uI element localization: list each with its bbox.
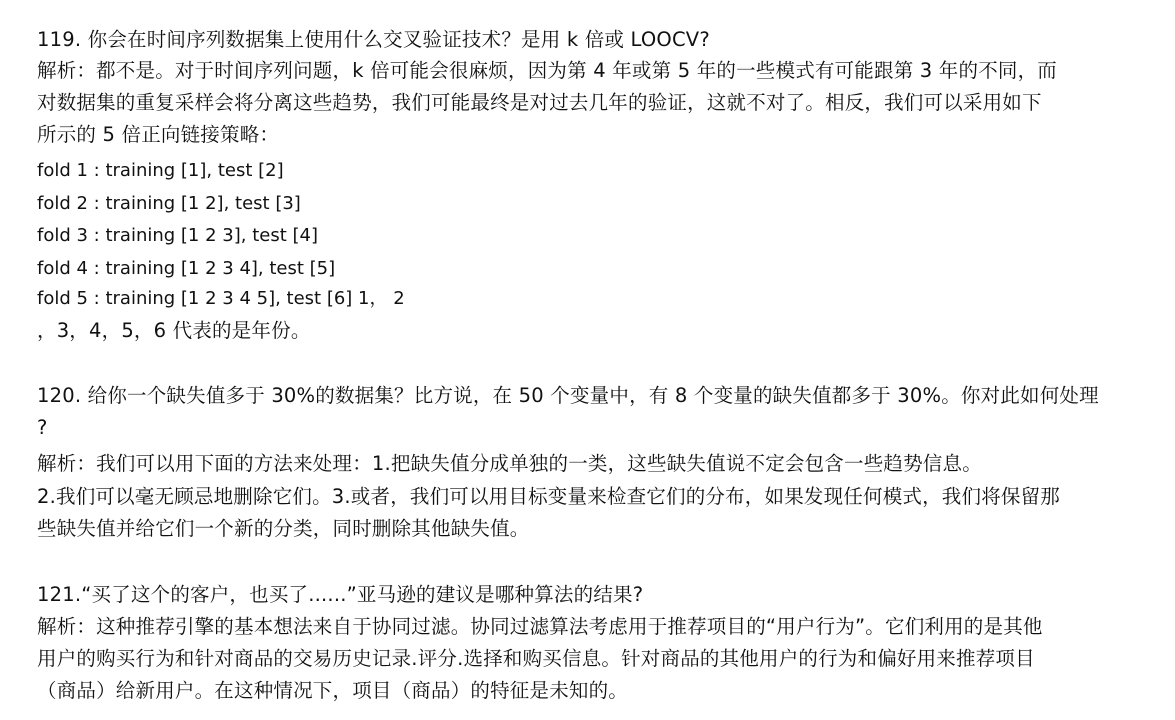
q119-note: ，3，4，5，6 代表的是年份。 — [37, 319, 311, 342]
q119-analysis-line-1: 解析：都不是。对于时间序列问题，k 倍可能会很麻烦，因为第 4 年或第 5 年的一些模式有可能跟第 3 年的不同，而 — [37, 59, 1058, 82]
q119-fold-2: fold 2 : training [1 2], test [3] — [37, 193, 301, 214]
q119-fold-5: fold 5 : training [1 2 3 4 5], test [6] 1， 2 — [37, 288, 405, 309]
q119-fold-3: fold 3 : training [1 2 3], test [4] — [37, 225, 318, 246]
q119-fold-1: fold 1 : training [1], test [2] — [37, 160, 284, 181]
q119-analysis-line-2: 对数据集的重复采样会将分离这些趋势，我们可能最终是对过去几年的验证，这就不对了。相反，我们可以采用如下 — [37, 91, 1042, 114]
q119-question: 119. 你会在时间序列数据集上使用什么交叉验证技术？是用 k 倍或 LOOCV? — [37, 28, 710, 51]
q120-question-line-2: ? — [37, 416, 48, 439]
q119-analysis-line-3: 所示的 5 倍正向链接策略： — [37, 123, 280, 146]
q121-analysis-line-2: 用户的购买行为和针对商品的交易历史记录.评分.选择和购买信息。针对商品的其他用户的行为和偏好用来推荐项目 — [37, 647, 1035, 670]
q121-analysis-line-1: 解析：这种推荐引擎的基本想法来自于协同过滤。协同过滤算法考虑用于推荐项目的“用户行为”。它们利用的是其他 — [37, 615, 1043, 638]
q120-analysis-line-2: 2.我们可以毫无顾忌地删除它们。3.或者，我们可以用目标变量来检查它们的分布，如果发现任何模式，我们将保留那 — [37, 485, 1061, 508]
q121-analysis-line-3: （商品）给新用户。在这种情况下，项目（商品）的特征是未知的。 — [37, 679, 629, 702]
q120-analysis-line-3: 些缺失值并给它们一个新的分类，同时删除其他缺失值。 — [37, 517, 530, 540]
q119-fold-4: fold 4 : training [1 2 3 4], test [5] — [37, 258, 336, 279]
q121-question: 121.“买了这个的客户，也买了......”亚马逊的建议是哪种算法的结果? — [37, 583, 644, 606]
q120-analysis-line-1: 解析：我们可以用下面的方法来处理：1.把缺失值分成单独的一类，这些缺失值说不定会包含一些趋势信息。 — [37, 452, 982, 475]
q120-question-line-1: 120. 给你一个缺失值多于 30%的数据集？比方说，在 50 个变量中，有 8 个变量的缺失值都多于 30%。你对此如何处理 — [37, 384, 1099, 407]
